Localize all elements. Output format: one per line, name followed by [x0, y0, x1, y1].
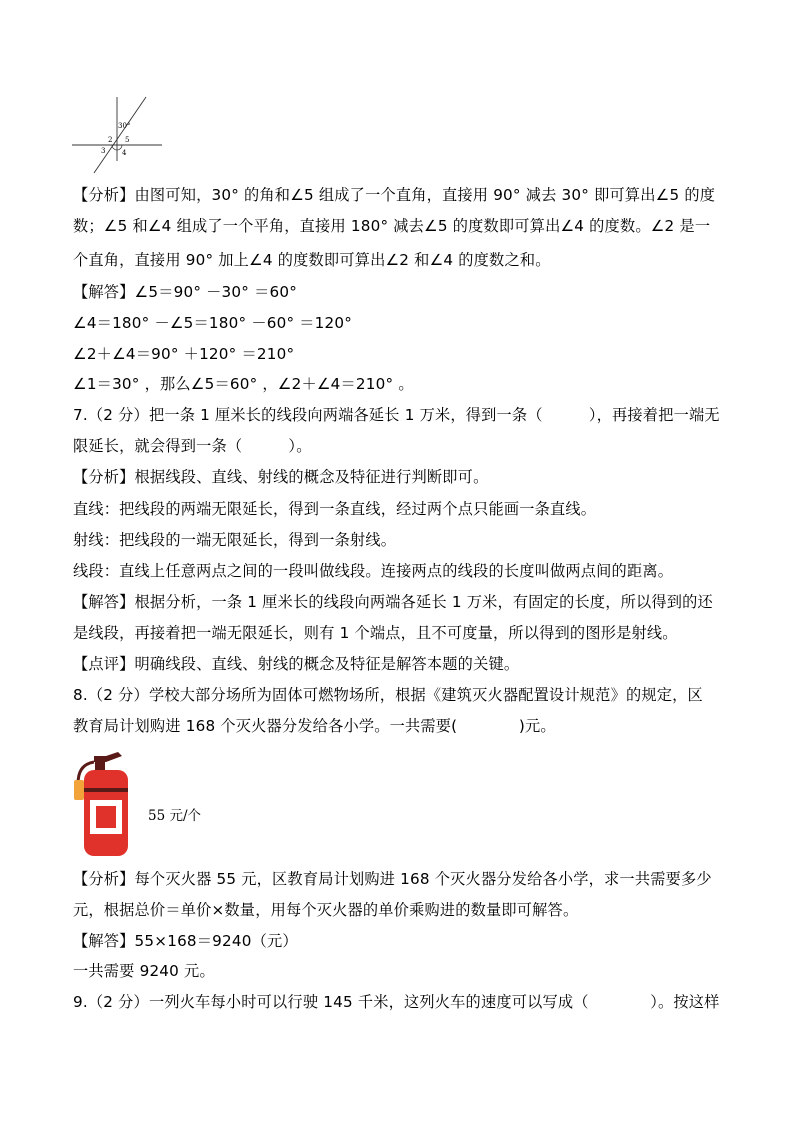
fire-extinguisher-icon — [72, 748, 134, 856]
text-line: 【解答】55×168＝9240（元） — [73, 932, 298, 950]
text-line: ∠4＝180° －∠5＝180° －60° ＝120° — [73, 314, 353, 332]
text-line: 限延长，就会得到一条（ ）。 — [73, 437, 312, 455]
text-line: 个直角，直接用 90° 加上∠4 的度数即可算出∠2 和∠4 的度数之和。 — [73, 251, 551, 269]
angle-label-3: 3 — [101, 147, 106, 155]
text-line: ∠1＝30° ，那么∠5＝60° ，∠2＋∠4＝210° 。 — [73, 375, 414, 393]
text-line: 【解答】∠5＝90° －30° ＝60° — [73, 283, 298, 301]
question-9: 9.（2 分）一列火车每小时可以行驶 145 千米，这列火车的速度可以写成（ ）。按这样 — [73, 993, 720, 1011]
text-line: 是线段，再接着把一端无限延长，则有 1 个端点，且不可度量，所以得到的图形是射线。 — [73, 624, 678, 642]
text-line: 数；∠5 和∠4 组成了一个平角，直接用 180° 减去∠5 的度数即可算出∠4 的度数。∠2 是一 — [73, 217, 711, 235]
question-7: 7.（2 分）把一条 1 厘米长的线段向两端各延长 1 万米，得到一条（ ），再接着把一端无 — [73, 406, 720, 424]
angle-label-30: 30° — [118, 122, 131, 130]
text-line: 一共需要 9240 元。 — [73, 962, 215, 980]
text-line: 【解答】根据分析，一条 1 厘米长的线段向两端各延长 1 万米，有固定的长度，所以得到的还 — [73, 593, 713, 611]
angle-label-4: 4 — [122, 149, 127, 157]
text-line: 线段：直线上任意两点之间的一段叫做线段。连接两点的线段的长度叫做两点间的距离。 — [73, 562, 674, 580]
text-line: 射线：把线段的一端无限延长，得到一条射线。 — [73, 531, 397, 549]
angle-figure — [70, 95, 165, 175]
question-8: 8.（2 分）学校大部分场所为固体可燃物场所，根据《建筑灭火器配置设计规范》的规定，区 — [73, 686, 703, 704]
text-line: 元，根据总价＝单价×数量，用每个灭火器的单价乘购进的数量即可解答。 — [73, 901, 579, 919]
slanted-line — [94, 97, 146, 173]
angle-label-2: 2 — [108, 136, 113, 144]
text-line: ∠2＋∠4＝90° ＋120° ＝210° — [73, 345, 295, 363]
text-line: 【分析】由图可知，30° 的角和∠5 组成了一个直角，直接用 90° 减去 30° 即可算出∠5 的度 — [73, 186, 716, 204]
angle-label-5: 5 — [125, 136, 130, 144]
text-line: 教育局计划购进 168 个灭火器分发给各小学。一共需要( )元。 — [73, 717, 556, 735]
text-line: 【点评】明确线段、直线、射线的概念及特征是解答本题的关键。 — [73, 655, 520, 673]
text-line: 【分析】根据线段、直线、射线的概念及特征进行判断即可。 — [73, 468, 489, 486]
price-label: 55 元/个 — [148, 808, 202, 824]
text-line: 直线：把线段的两端无限延长，得到一条直线，经过两个点只能画一条直线。 — [73, 500, 597, 518]
text-line: 【分析】每个灭火器 55 元，区教育局计划购进 168 个灭火器分发给各小学，求一共需要多少 — [73, 870, 712, 888]
